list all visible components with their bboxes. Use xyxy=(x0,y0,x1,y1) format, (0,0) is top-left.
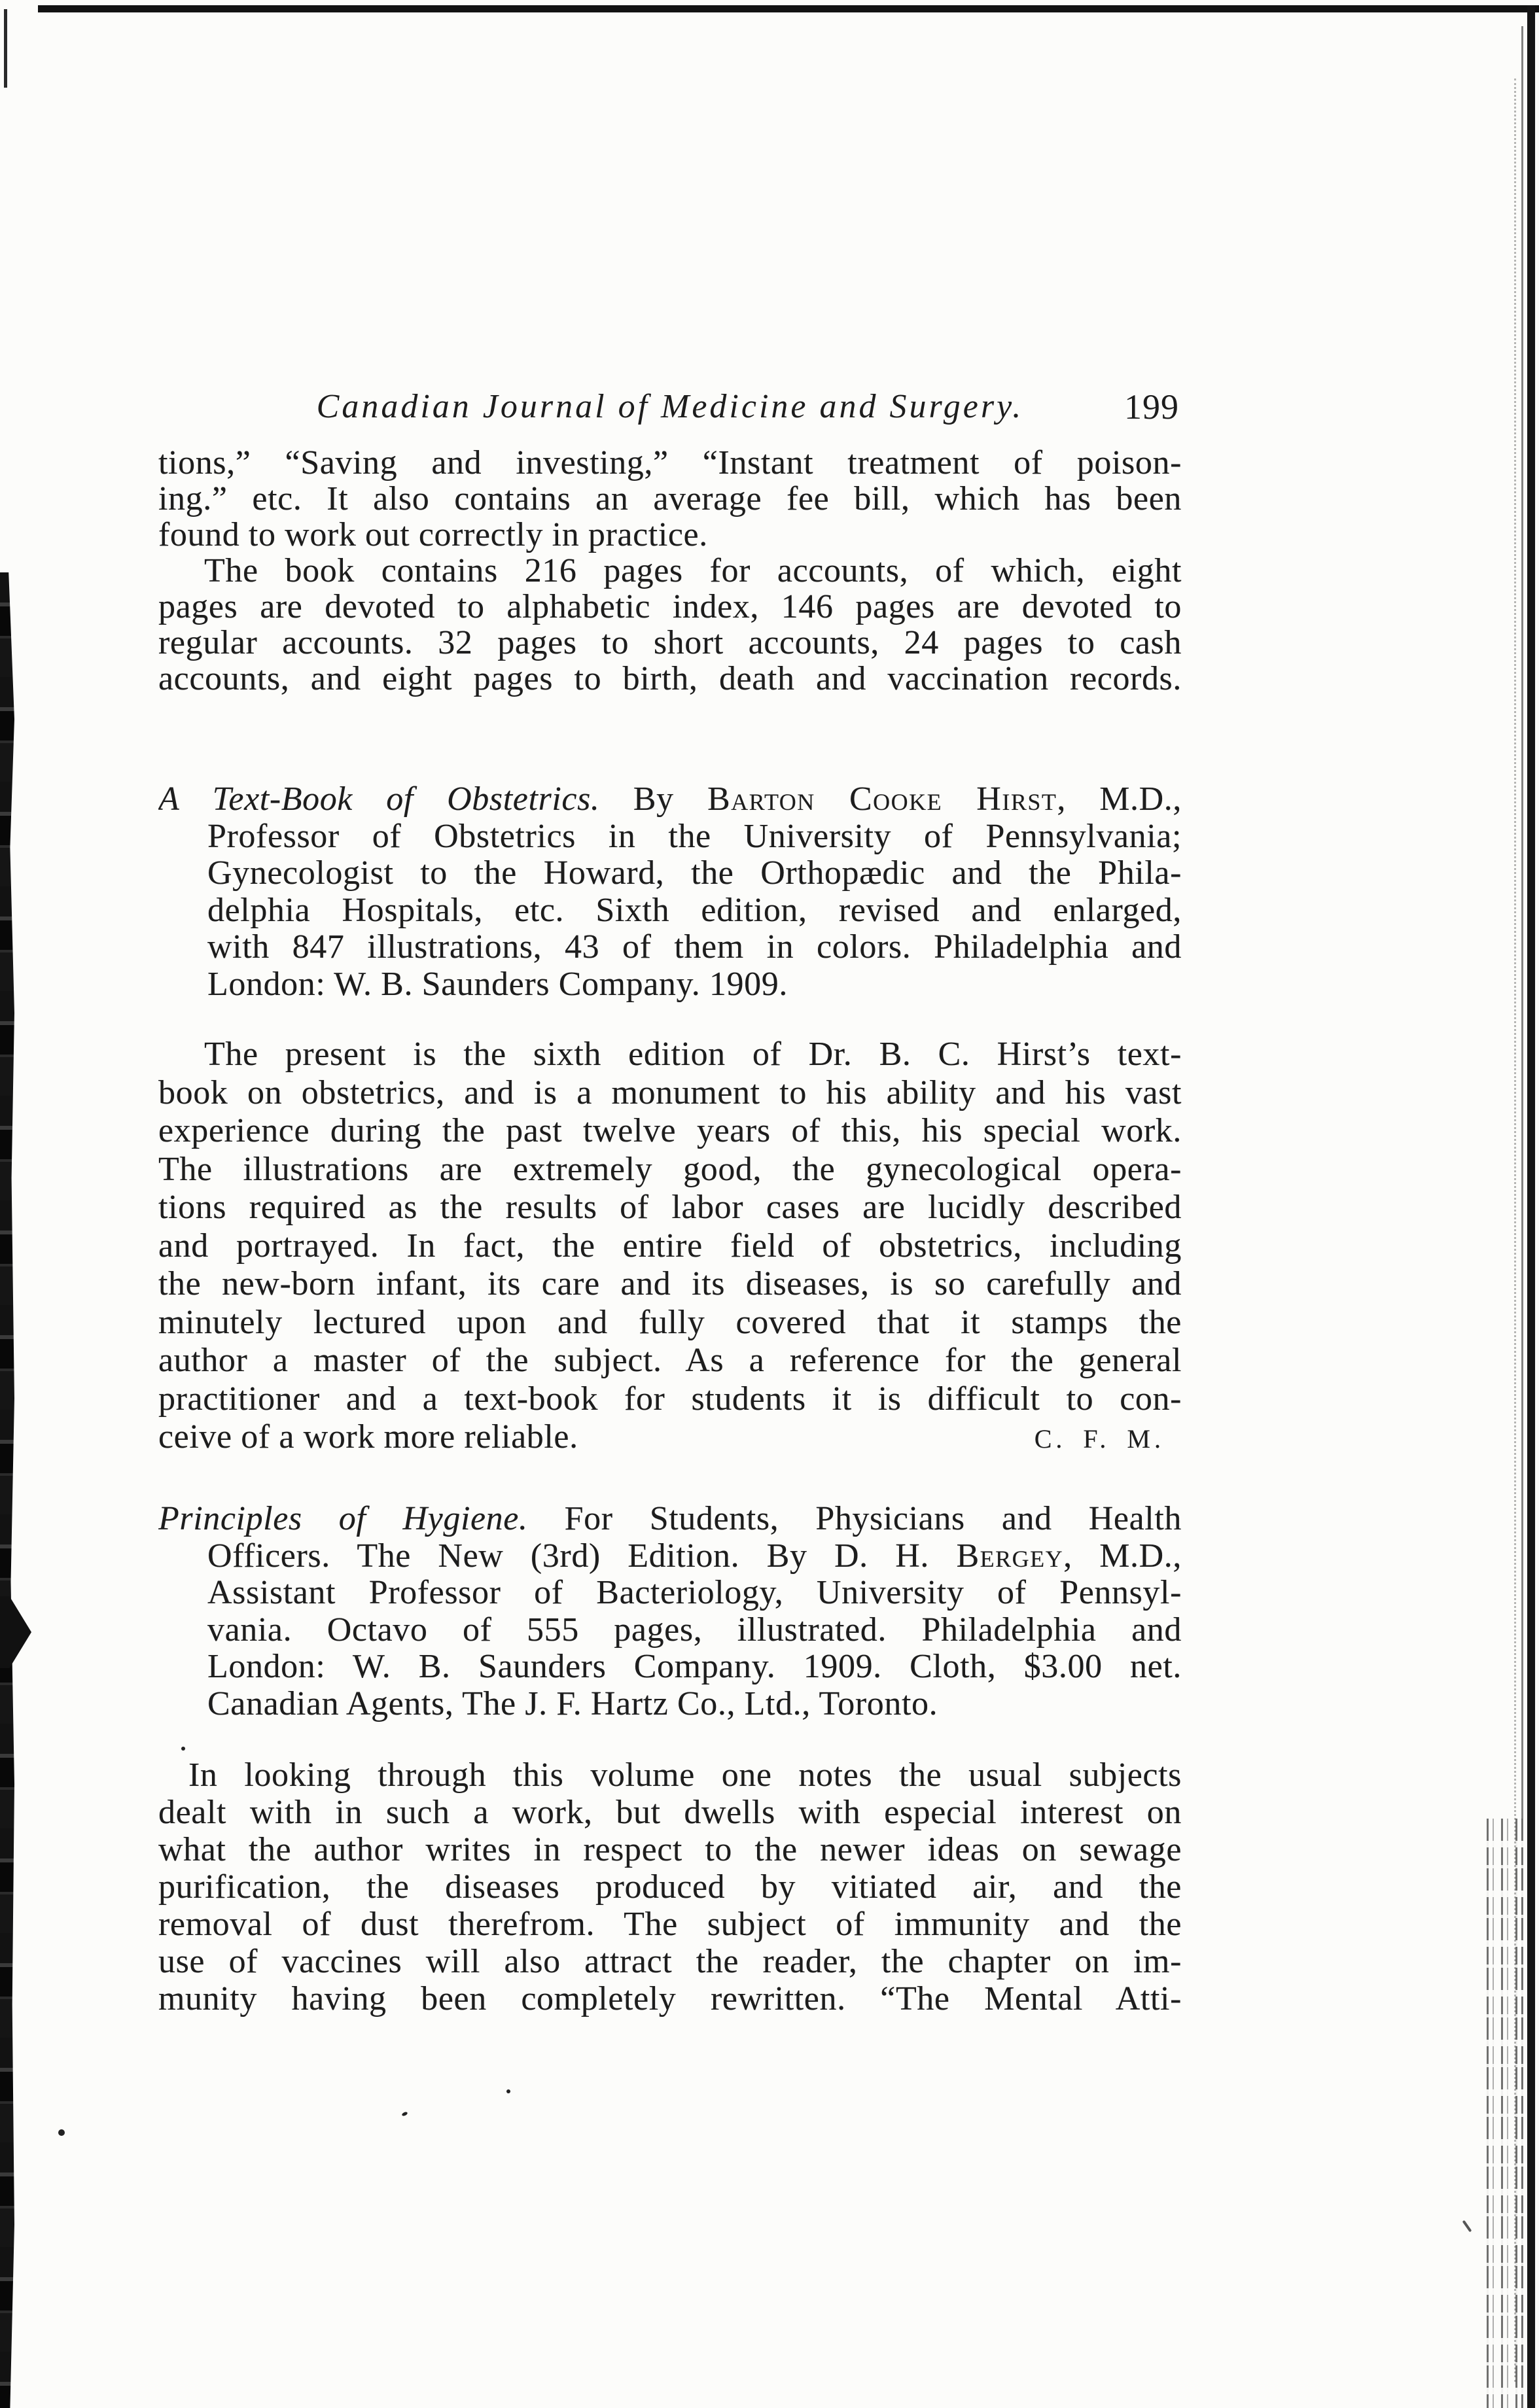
citation-line: London: W. B. Saunders Company. 1909. Cloth, $3.00 net. xyxy=(207,1649,1182,1685)
text-line: the new-born infant, its care and its diseases, is so carefully and xyxy=(158,1265,1182,1302)
text-line: practitioner and a text-book for students it is difficult to con- xyxy=(158,1380,1182,1418)
citation-line: delphia Hospitals, etc. Sixth edition, revised and enlarged, xyxy=(207,892,1182,929)
text-line: munity having been completely rewritten. “The Mental Atti- xyxy=(158,1980,1182,2017)
edition-text: Officers. The New (3rd) Edition. By D. H. xyxy=(207,1537,929,1575)
text-line: what the author writes in respect to the newer ideas on sewage xyxy=(158,1831,1182,1868)
hygiene-citation xyxy=(158,1501,1182,1722)
journal-title: Canadian Journal of Medicine and Surgery. xyxy=(316,388,1024,425)
scan-speck xyxy=(401,2111,408,2116)
hygiene-review-body xyxy=(158,1756,1182,2017)
text-line: dealt with in such a work, but dwells with especial interest on xyxy=(158,1794,1182,1831)
scan-edge-right xyxy=(1527,5,1535,2408)
citation-heading-line xyxy=(158,1501,1182,1538)
citation-line: London: W. B. Saunders Company. 1909. xyxy=(207,966,788,1003)
text-line: The book contains 216 pages for accounts, of which, eight xyxy=(204,553,1182,589)
scan-speck xyxy=(1462,2220,1472,2233)
text-line: regular accounts. 32 pages to short accounts, 24 pages to cash xyxy=(158,625,1182,661)
citation-line: Canadian Agents, The J. F. Hartz Co., Ltd., Toronto. xyxy=(207,1685,938,1722)
text-line: author a master of the subject. As a reference for the general xyxy=(158,1342,1182,1379)
scan-speck xyxy=(181,1747,185,1751)
citation-line: with 847 illustrations, 43 of them in colors. Philadelphia and xyxy=(207,929,1182,966)
citation-line: Assistant Professor of Bacteriology, University of Pennsyl- xyxy=(207,1575,1182,1611)
scan-speck xyxy=(506,2089,510,2093)
text-line: found to work out correctly in practice. xyxy=(158,517,708,553)
obstetrics-citation xyxy=(158,781,1182,1003)
citation-line: Gynecologist to the Howard, the Orthopædic and the Phila- xyxy=(207,855,1182,892)
author-degree: , M.D., xyxy=(1063,1537,1182,1575)
text-line: In looking through this volume one notes the usual subjects xyxy=(188,1756,1182,1794)
closing-text: ceive of a work more reliable. xyxy=(158,1418,578,1456)
text-line: book on obstetrics, and is a monument to his ability and his vast xyxy=(158,1073,1182,1111)
text-line: ing.” etc. It also contains an average fee bill, which has been xyxy=(158,481,1182,517)
text-line: minutely lectured upon and fully covered that it stamps the xyxy=(158,1303,1182,1341)
text-line: purification, the diseases produced by vitiated air, and the xyxy=(158,1868,1182,1906)
text-line: pages are devoted to alphabetic index, 146 pages are devoted to xyxy=(158,589,1182,625)
continued-review xyxy=(158,445,1182,697)
closing-line xyxy=(158,1418,1182,1457)
citation-heading-line xyxy=(158,781,1182,818)
text-line: experience during the past twelve years of this, his special work. xyxy=(158,1112,1182,1149)
text-line: use of vaccines will also attract the reader, the chapter on im- xyxy=(158,1943,1182,1980)
page-number: 199 xyxy=(1124,387,1179,427)
citation-line: vania. Octavo of 555 pages, illustrated. Philadelphia and xyxy=(207,1611,1182,1649)
text-line: and portrayed. In fact, the entire field of obstetrics, including xyxy=(158,1227,1182,1265)
citation-line: Professor of Obstetrics in the University of Pennsylvania; xyxy=(207,818,1182,855)
scan-edge-top xyxy=(38,5,1539,12)
scan-edge-mark xyxy=(4,9,7,88)
scan-edge-right-noise xyxy=(1483,1819,1526,2408)
book-title: Principles of Hygiene. xyxy=(158,1501,528,1537)
by-label: By xyxy=(633,781,674,818)
scan-edge-left xyxy=(0,572,14,2408)
author-degree: , M.D., xyxy=(1057,781,1182,818)
author-name: Bergey xyxy=(956,1537,1064,1575)
text-line: accounts, and eight pages to birth, death and vaccination records. xyxy=(158,661,1182,697)
citation-line xyxy=(158,1538,1182,1575)
scan-dotted-line xyxy=(1514,79,1516,2382)
author-name: Barton Cooke Hirst xyxy=(707,781,1057,818)
book-subtitle: For Students, Physicians and Health xyxy=(564,1501,1182,1537)
book-title: A Text-Book of Obstetrics. xyxy=(158,781,600,818)
text-line: tions,” “Saving and investing,” “Instant treatment of poison- xyxy=(158,445,1182,481)
scan-edge-left-bulge xyxy=(0,1596,31,1668)
scan-speck xyxy=(58,2129,65,2136)
running-head xyxy=(158,386,1182,428)
text-line: The present is the sixth edition of Dr. B. C. Hirst’s text- xyxy=(204,1036,1182,1073)
reviewer-initials: C. F. M. xyxy=(1034,1424,1165,1454)
text-line: removal of dust therefrom. The subject of immunity and the xyxy=(158,1906,1182,1943)
text-line: The illustrations are extremely good, the gynecological opera- xyxy=(158,1150,1182,1188)
obstetrics-review-body xyxy=(158,1036,1182,1457)
text-line: tions required as the results of labor cases are lucidly described xyxy=(158,1189,1182,1226)
